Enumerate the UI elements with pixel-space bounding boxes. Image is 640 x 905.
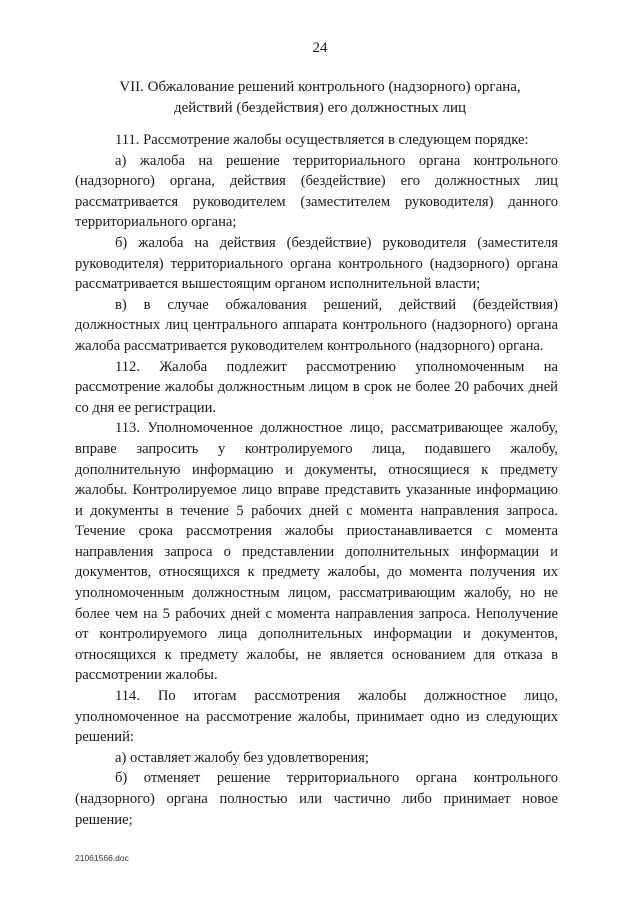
section-heading (60, 77, 580, 119)
document-body (75, 130, 558, 830)
paragraph-114-b: б) отменяет решение территориального органа контрольного (надзорного) органа полностью или частично либо принимает новое решение; (75, 770, 558, 828)
paragraph-114-a: а) оставляет жалобу без удовлетворения; (115, 749, 369, 766)
page-number: 24 (312, 40, 328, 56)
paragraph-111: 111. Рассмотрение жалобы осуществляется в следующем порядке: (115, 132, 529, 148)
section-heading-line-2: действий (бездействия) его должностных лиц (173, 100, 467, 116)
paragraph-111-v: в) в случае обжалования решений, действий (бездействия) должностных лиц центрального аппарата контрольного (надзорного) органа жалоба рассматривается руководителем контрольного (надзорного) органа. (75, 296, 558, 354)
paragraph-112: 112. Жалоба подлежит рассмотрению уполномоченным на рассмотрение жалобы должностным лицом в срок не более 20 рабочих дней со дня ее регистрации. (75, 358, 558, 416)
section-heading-line-1: VII. Обжалование решений контрольного (надзорного) органа, (119, 79, 521, 95)
paragraph-111-b: б) жалоба на действия (бездействие) руководителя (заместителя руководителя) территориального органа контрольного (надзорного) органа рассматривается вышестоящим органом исполнительной власти; (75, 234, 558, 293)
paragraph-114: 114. По итогам рассмотрения жалобы должностное лицо, уполномоченное на рассмотрение жалобы, принимает одно из следующих решений: (75, 688, 558, 746)
footer-file-name: 21061566.doc (75, 853, 129, 863)
paragraph-111-a: а) жалоба на решение территориального органа контрольного (надзорного) органа, действия (бездействие) его должностных лиц рассматривается руководителем (заместителем руководителя) данного территориального органа; (75, 152, 558, 231)
paragraph-113: 113. Уполномоченное должностное лицо, рассматривающее жалобу, вправе запросить у контролируемого лица, подавшего жалобу, дополнительную информацию и документы, относящиеся к предмету жалобы. Контролируемое лицо вправе представить указанные информацию и документы в течение 5 рабочих дней с момента направления запроса. Течение срока рассмотрения жалобы приостанавливается с момента направления запроса о представлении дополнительных информации и документов, относящихся к предмету жалобы, до момента получения их уполномоченным должностным лицом, рассматривающим жалобу, но не более чем на 5 рабочих дней с момента направления запроса. Неполучение от контролируемого лица дополнительных информации и документов, относящихся к предмету жалобы, не является основанием для отказа в рассмотрении жалобы. (75, 420, 558, 684)
